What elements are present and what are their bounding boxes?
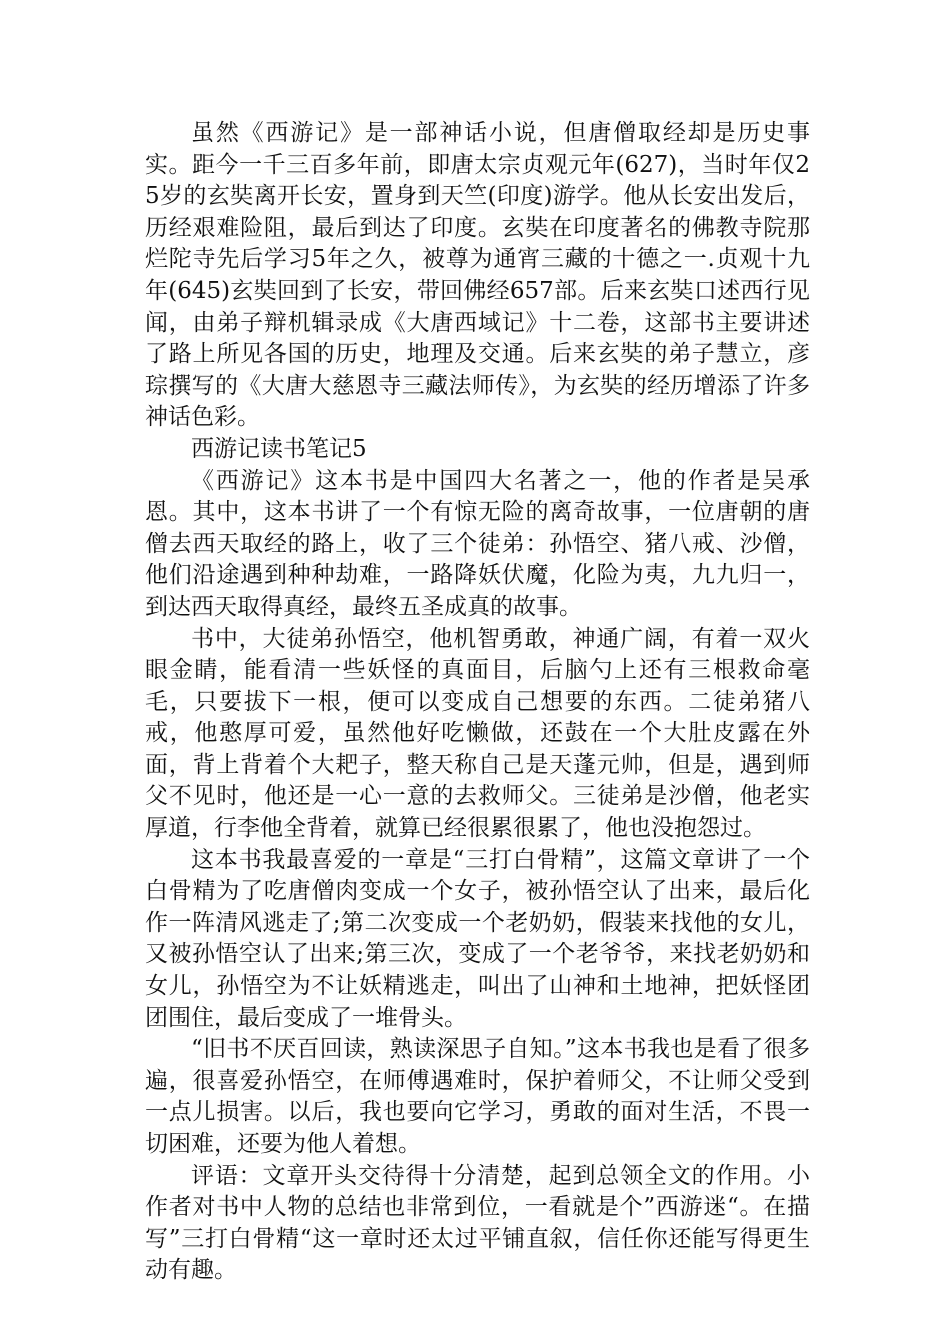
paragraph-favorite-chapter: 这本书我最喜爱的一章是“三打白骨精”，这篇文章讲了一个白骨精为了吃唐僧肉变成一个女子，被孙悟空认了出来，最后化作一阵清风逃走了;第二次变成一个老奶奶，假装来找他的女儿，又被孙悟空认了出来;第三次，变成了一个老爷爷，来找老奶奶和女儿，孙悟空为不让妖精逃走，叫出了山神和土地神，把妖怪团团围住，最后变成了一堆骨头。 [145,846,810,1031]
paragraph-characters: 书中，大徒弟孙悟空，他机智勇敢，神通广阔，有着一双火眼金睛，能看清一些妖怪的真面目，后脑勺上还有三根救命毫毛，只要拔下一根，便可以变成自己想要的东西。二徒弟猪八戒，他憨厚可爱，虽然他好吃懒做，还鼓在一个大肚皮露在外面，背上背着个大耙子，整天称自己是天蓬元帅，但是，遇到师父不见时，他还是一心一意的去救师父。三徒弟是沙僧，他老实厚道，行李他全背着，就算已经很累很累了，他也没抱怨过。 [145,625,810,842]
paragraph-intro: 《西游记》这本书是中国四大名著之一，他的作者是吴承恩。其中，这本书讲了一个有惊无险的离奇故事，一位唐朝的唐僧去西天取经的路上，收了三个徒弟：孙悟空、猪八戒、沙僧，他们沿途遇到种种劫难，一路降妖伏魔，化险为夷，九九归一，到达西天取得真经，最终五圣成真的故事。 [145,467,810,620]
section-heading: 西游记读书笔记5 [191,435,367,462]
paragraph-reflection: “旧书不厌百回读，熟读深思子自知。”这本书我也是看了很多遍，很喜爱孙悟空，在师傅遇难时，保护着师父，不让师父受到一点儿损害。以后，我也要向它学习，勇敢的面对生活，不畏一切困难，还要为他人着想。 [145,1036,810,1157]
document-body [145,118,810,1287]
paragraph-history: 虽然《西游记》是一部神话小说，但唐僧取经却是历史事实。距今一千三百多年前，即唐太宗贞观元年(627)，当时年仅25岁的玄奘离开长安，置身到天竺(印度)游学。他从长安出发后，历经艰难险阻，最后到达了印度。玄奘在印度著名的佛教寺院那烂陀寺先后学习5年之久，被尊为通宵三藏的十德之一.贞观十九年(645)玄奘回到了长安，带回佛经657部。后来玄奘口述西行见闻，由弟子辩机辑录成《大唐西域记》十二卷，这部书主要讲述了路上所见各国的历史，地理及交通。后来玄奘的弟子慧立，彦琮撰写的《大唐大慈恩寺三藏法师传》，为玄奘的经历增添了许多神话色彩。 [145,120,810,431]
paragraph-comment: 评语：文章开头交待得十分清楚，起到总领全文的作用。小作者对书中人物的总结也非常到位，一看就是个”西游迷“。在描写”三打白骨精“这一章时还太过平铺直叙，信任你还能写得更生动有趣。 [145,1162,810,1284]
